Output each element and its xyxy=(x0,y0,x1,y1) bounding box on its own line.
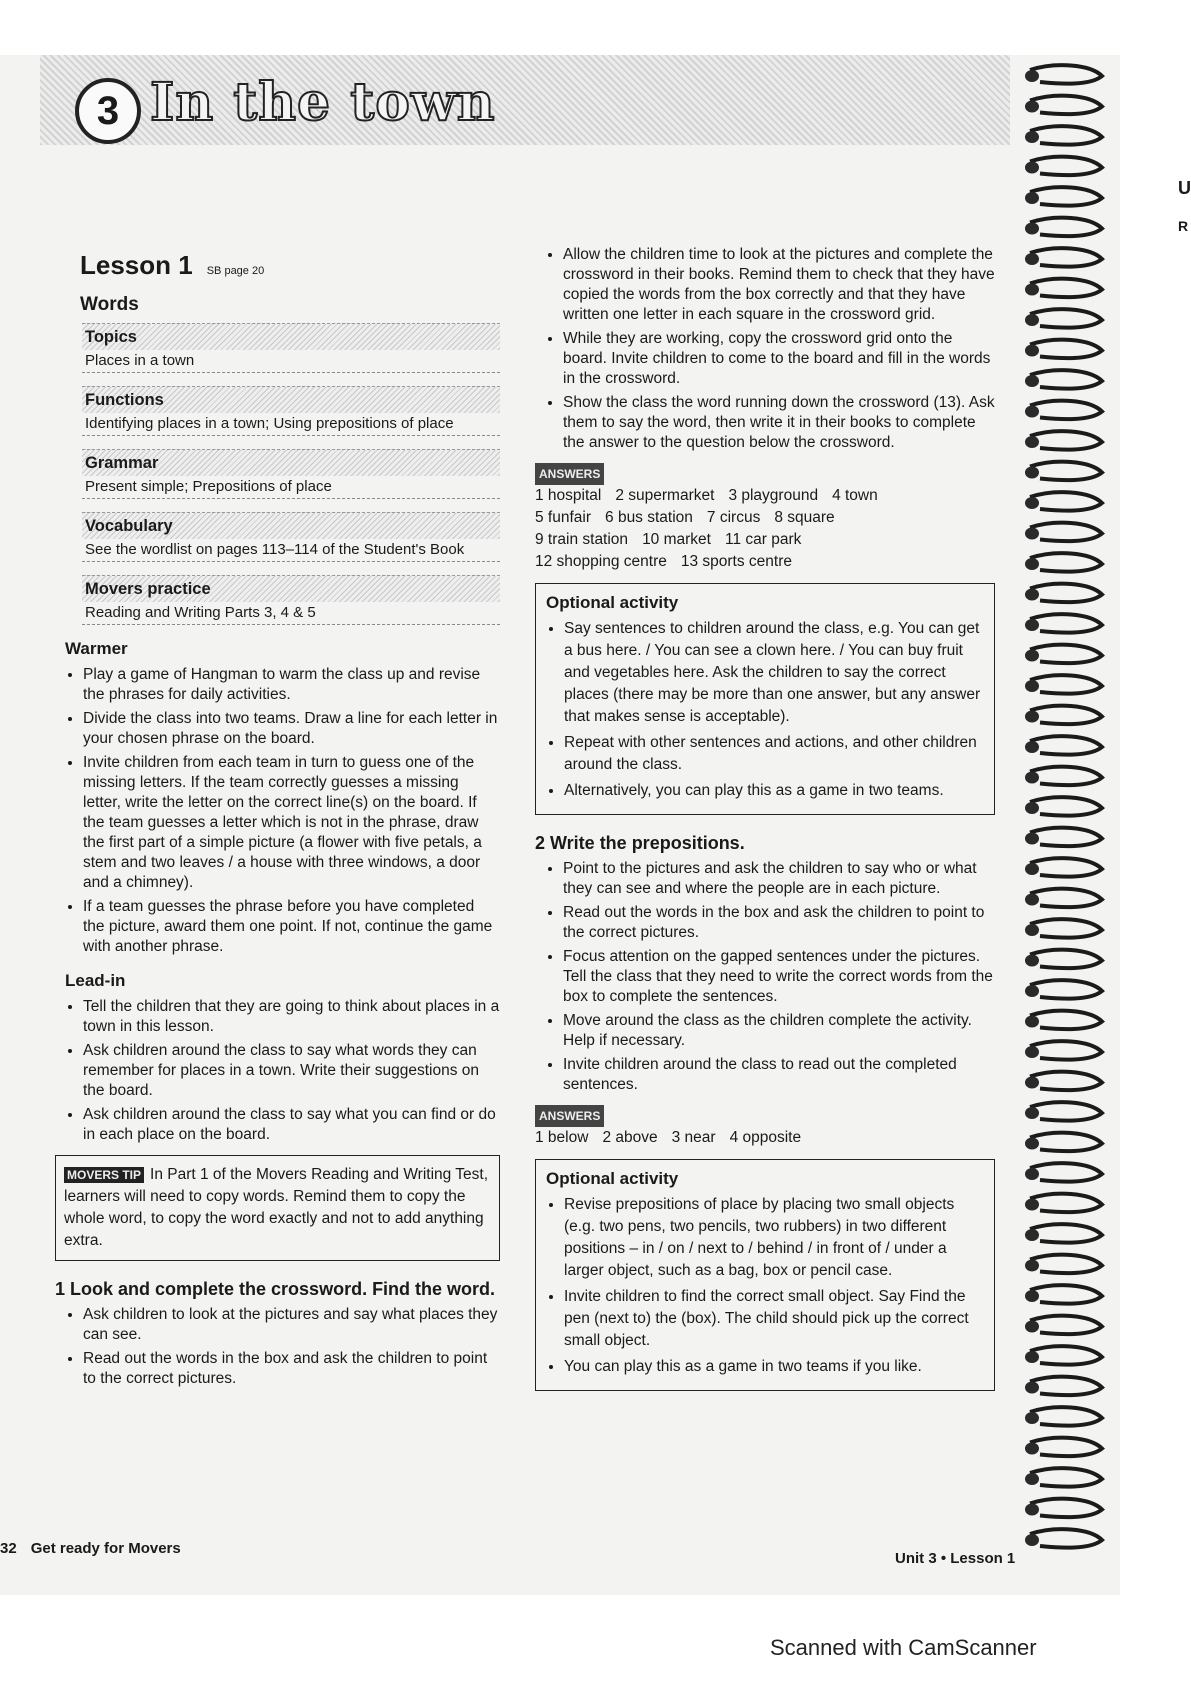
binding-hole xyxy=(1025,1016,1039,1028)
answer-item: 10 market xyxy=(642,531,711,548)
spiral-ring xyxy=(1030,401,1102,419)
binding-hole xyxy=(1025,802,1039,814)
words-boxes xyxy=(55,323,500,625)
words-box xyxy=(82,386,500,436)
answer-row xyxy=(535,1127,995,1149)
spiral-ring xyxy=(1030,1346,1102,1364)
list-item: • Read out the words in the box and ask the children to point to the correct pictures. xyxy=(83,1349,500,1389)
spiral-binding xyxy=(1020,60,1115,1580)
binding-hole xyxy=(1025,284,1039,296)
spiral-ring xyxy=(1030,828,1102,846)
answers1-block xyxy=(535,463,995,573)
binding-hole xyxy=(1025,1443,1039,1455)
movers-tip-badge: MOVERS TIP xyxy=(64,1167,144,1183)
list-item: • Tell the children that they are going to think about places in a town in this lesson. xyxy=(83,997,500,1037)
list-item: • Point to the pictures and ask the children to say who or what they can see and where the people are in each picture. xyxy=(563,859,995,899)
answer-item: 8 square xyxy=(774,509,835,526)
activity1-list xyxy=(55,1305,500,1389)
binding-hole xyxy=(1025,1382,1039,1394)
spiral-ring xyxy=(1030,279,1102,297)
words-box-text: Reading and Writing Parts 3, 4 & 5 xyxy=(82,602,500,625)
answer-item: 13 sports centre xyxy=(680,553,793,570)
binding-hole xyxy=(1025,436,1039,448)
binding-hole xyxy=(1025,1260,1039,1272)
answers2-block xyxy=(535,1105,995,1149)
spiral-ring xyxy=(1030,889,1102,907)
answer-item: 5 funfair xyxy=(535,509,592,526)
binding-hole xyxy=(1025,1351,1039,1363)
answer-item: 11 car park xyxy=(724,531,802,548)
binding-hole xyxy=(1025,314,1039,326)
spiral-ring xyxy=(1030,126,1102,144)
lead-in-heading: Lead-in xyxy=(65,971,126,990)
binding-hole xyxy=(1025,1077,1039,1089)
spiral-ring xyxy=(1030,157,1102,175)
binding-hole xyxy=(1025,955,1039,967)
list-item: • While they are working, copy the crossword grid onto the board. Invite children to come to the board and fill in the words in the crossword. xyxy=(563,329,995,389)
words-box xyxy=(82,449,500,499)
spiral-ring xyxy=(1030,584,1102,602)
spiral-ring xyxy=(1030,736,1102,754)
spiral-ring xyxy=(1030,706,1102,724)
spiral-ring xyxy=(1030,919,1102,937)
spiral-ring xyxy=(1030,248,1102,266)
list-item: • Ask children around the class to say what you can find or do in each place on the board. xyxy=(83,1105,500,1145)
right-column xyxy=(535,245,995,1405)
binding-hole xyxy=(1025,1321,1039,1333)
list-item: • You can play this as a game in two teams if you like. xyxy=(564,1356,984,1378)
page-number: 32 xyxy=(0,1540,17,1557)
binding-hole xyxy=(1025,253,1039,265)
binding-hole xyxy=(1025,1473,1039,1485)
footer-unit-lesson: Unit 3 • Lesson 1 xyxy=(895,1550,1016,1567)
left-column xyxy=(55,250,500,1393)
spiral-ring xyxy=(1030,1407,1102,1425)
scanner-watermark: Scanned with CamScanner xyxy=(770,1635,1037,1660)
binding-hole xyxy=(1025,1046,1039,1058)
list-item: • Say sentences to children around the class, e.g. You can get a bus here. / You can see a clown here. / You can buy fruit and vegetables here. Ask the children to say the correct places (there may be more than one answer, but any answer that makes sense is acceptable). xyxy=(564,618,984,728)
next-page-edge-letter: R xyxy=(1178,218,1189,234)
words-box xyxy=(82,512,500,562)
list-item: • If a team guesses the phrase before you have completed the picture, award them one point. If not, continue the game with another phrase. xyxy=(83,897,500,957)
activity2-list xyxy=(535,859,995,1095)
spiral-ring xyxy=(1030,1529,1102,1547)
binding-hole xyxy=(1025,345,1039,357)
activity1-heading: 1 Look and complete the crossword. Find the word. xyxy=(55,1279,496,1299)
binding-hole xyxy=(1025,894,1039,906)
lesson-title: Lesson 1 SB page 20 xyxy=(80,250,265,280)
spiral-ring xyxy=(1030,431,1102,449)
spiral-ring xyxy=(1030,767,1102,785)
binding-hole xyxy=(1025,680,1039,692)
answer-item: 2 above xyxy=(602,1129,658,1146)
unit-title: In the town xyxy=(150,72,496,133)
list-item: • Focus attention on the gapped sentences under the pictures. Tell the class that they need to write the correct words from the box to complete the sentences. xyxy=(563,947,995,1007)
words-box xyxy=(82,575,500,625)
list-item: • Invite children from each team in turn to guess one of the missing letters. If the team correctly guesses a missing letter, write the letter on the correct line(s) on the board. If the team guesses a letter which is not in the phrase, draw the first part of a simple picture (a flower with five petals, a stem and two leaves / a house with three windows, a door and a chimney). xyxy=(83,753,500,893)
warmer-list xyxy=(55,665,500,957)
spiral-ring xyxy=(1030,797,1102,815)
binding-hole xyxy=(1025,1138,1039,1150)
answer-item: 4 opposite xyxy=(729,1129,802,1146)
student-book-ref: SB page 20 xyxy=(206,265,265,277)
spiral-ring xyxy=(1030,1102,1102,1120)
list-item: • Allow the children time to look at the pictures and complete the crossword in their books. Remind them to check that they have copied the words from the box correctly and that they have written one letter in each square in the crossword grid. xyxy=(563,245,995,325)
optional-activity-title: Optional activity xyxy=(546,593,679,612)
answer-item: 12 shopping centre xyxy=(535,553,667,570)
optional-activity-box xyxy=(535,583,995,815)
binding-hole xyxy=(1025,223,1039,235)
footer-left xyxy=(0,1540,181,1557)
spiral-ring xyxy=(1030,1255,1102,1273)
answer-item: 3 near xyxy=(671,1129,716,1146)
spiral-ring xyxy=(1030,1194,1102,1212)
spiral-ring xyxy=(1030,96,1102,114)
binding-hole xyxy=(1025,1168,1039,1180)
activity1-continued-list xyxy=(535,245,995,453)
spiral-ring xyxy=(1030,309,1102,327)
next-page-edge-letter: U xyxy=(1178,178,1191,198)
binding-hole xyxy=(1025,985,1039,997)
spiral-ring xyxy=(1030,218,1102,236)
list-item: • Alternatively, you can play this as a game in two teams. xyxy=(564,780,984,802)
optional-activity-title: Optional activity xyxy=(546,1169,679,1188)
list-item: • Invite children around the class to read out the completed sentences. xyxy=(563,1055,995,1095)
answer-item: 3 playground xyxy=(728,487,819,504)
spiral-ring xyxy=(1030,1011,1102,1029)
answers1-rows xyxy=(535,485,995,573)
book-title: Get ready for Movers xyxy=(30,1540,181,1557)
list-item: • Show the class the word running down the crossword (13). Ask them to say the word, then write it in their books to complete the answer to the question below the crossword. xyxy=(563,393,995,453)
optional-activity-list xyxy=(546,618,984,802)
movers-tip-text: In Part 1 of the Movers Reading and Writing Test, learners will need to copy words. Remind them to copy the whole word, to copy the word exactly and not to add anything extra. xyxy=(64,1166,489,1249)
spiral-ring xyxy=(1030,553,1102,571)
spiral-ring xyxy=(1030,614,1102,632)
unit-number-badge: 3 xyxy=(75,78,141,144)
spiral-ring xyxy=(1030,1377,1102,1395)
words-box-label: Grammar xyxy=(82,449,500,476)
words-box-label: Vocabulary xyxy=(82,512,500,539)
words-heading: Words xyxy=(80,294,139,315)
words-box xyxy=(82,323,500,373)
words-box-label: Functions xyxy=(82,386,500,413)
answer-item: 6 bus station xyxy=(605,509,693,526)
words-box-text: See the wordlist on pages 113–114 of the Student's Book xyxy=(82,539,500,562)
spiral-ring xyxy=(1030,980,1102,998)
binding-hole xyxy=(1025,741,1039,753)
spiral-ring xyxy=(1030,492,1102,510)
binding-hole xyxy=(1025,772,1039,784)
spiral-ring xyxy=(1030,1468,1102,1486)
answer-row xyxy=(535,485,995,507)
binding-hole xyxy=(1025,1290,1039,1302)
binding-hole xyxy=(1025,619,1039,631)
binding-hole xyxy=(1025,1504,1039,1516)
answer-row xyxy=(535,529,995,551)
answer-row xyxy=(535,507,995,529)
spiral-ring xyxy=(1030,340,1102,358)
answer-item: 4 town xyxy=(832,487,878,504)
binding-hole xyxy=(1025,924,1039,936)
list-item: • Ask children around the class to say what words they can remember for places in a town. Write their suggestions on the board. xyxy=(83,1041,500,1101)
list-item: • Move around the class as the children complete the activity. Help if necessary. xyxy=(563,1011,995,1051)
optional-activity-box xyxy=(535,1159,995,1391)
binding-hole xyxy=(1025,1412,1039,1424)
spiral-ring xyxy=(1030,1316,1102,1334)
words-box-label: Movers practice xyxy=(82,575,500,602)
binding-hole xyxy=(1025,497,1039,509)
binding-hole xyxy=(1025,375,1039,387)
spiral-ring xyxy=(1030,65,1102,83)
binding-hole xyxy=(1025,1229,1039,1241)
list-item: • Repeat with other sentences and actions, and other children around the class. xyxy=(564,732,984,776)
spiral-ring xyxy=(1030,1133,1102,1151)
spiral-ring xyxy=(1030,1438,1102,1456)
spiral-ring xyxy=(1030,1163,1102,1181)
list-item: • Ask children to look at the pictures and say what places they can see. xyxy=(83,1305,500,1345)
binding-hole xyxy=(1025,711,1039,723)
activity2-heading: 2 Write the prepositions. xyxy=(535,833,745,853)
binding-hole xyxy=(1025,101,1039,113)
binding-hole xyxy=(1025,833,1039,845)
binding-hole xyxy=(1025,528,1039,540)
lead-in-list xyxy=(55,997,500,1145)
binding-hole xyxy=(1025,192,1039,204)
spiral-ring xyxy=(1030,1499,1102,1517)
spiral-ring xyxy=(1030,858,1102,876)
answer-item: 7 circus xyxy=(706,509,761,526)
answers2-rows xyxy=(535,1127,995,1149)
binding-hole xyxy=(1025,1199,1039,1211)
list-item: • Revise prepositions of place by placing two small objects (e.g. two pens, two pencils, two rubbers) in two different positions – in / on / next to / behind / in front of / under a larger object, such as a bag, box or pencil case. xyxy=(564,1194,984,1282)
binding-hole xyxy=(1025,589,1039,601)
binding-hole xyxy=(1025,863,1039,875)
binding-hole xyxy=(1025,1107,1039,1119)
spiral-ring xyxy=(1030,950,1102,968)
spiral-ring xyxy=(1030,645,1102,663)
spiral-ring xyxy=(1030,1041,1102,1059)
binding-hole xyxy=(1025,406,1039,418)
answer-item: 1 below xyxy=(535,1129,589,1146)
answer-item: 2 supermarket xyxy=(615,487,715,504)
answers-badge: ANSWERS xyxy=(535,463,604,485)
binding-hole xyxy=(1025,162,1039,174)
answer-item: 1 hospital xyxy=(535,487,602,504)
list-item: • Play a game of Hangman to warm the class up and revise the phrases for daily activities. xyxy=(83,665,500,705)
warmer-heading: Warmer xyxy=(65,639,128,658)
optional-activity-list xyxy=(546,1194,984,1378)
spiral-ring xyxy=(1030,675,1102,693)
spiral-ring xyxy=(1030,187,1102,205)
words-box-text: Present simple; Prepositions of place xyxy=(82,476,500,499)
words-box-text: Places in a town xyxy=(82,350,500,373)
spiral-ring xyxy=(1030,523,1102,541)
binding-hole xyxy=(1025,131,1039,143)
list-item: • Invite children to find the correct small object. Say Find the pen (next to) the (box). The child should pick up the correct small object. xyxy=(564,1286,984,1352)
answers-badge: ANSWERS xyxy=(535,1105,604,1127)
words-box-label: Topics xyxy=(82,323,500,350)
binding-hole xyxy=(1025,467,1039,479)
list-item: • Divide the class into two teams. Draw a line for each letter in your chosen phrase on the board. xyxy=(83,709,500,749)
spiral-ring xyxy=(1030,1072,1102,1090)
list-item: • Read out the words in the box and ask the children to point to the correct pictures. xyxy=(563,903,995,943)
movers-tip-box xyxy=(55,1155,500,1261)
spiral-ring xyxy=(1030,1224,1102,1242)
answer-item: 9 train station xyxy=(535,531,629,548)
binding-hole xyxy=(1025,650,1039,662)
spiral-ring xyxy=(1030,462,1102,480)
words-box-text: Identifying places in a town; Using prepositions of place xyxy=(82,413,500,436)
spiral-ring xyxy=(1030,1285,1102,1303)
answer-row xyxy=(535,551,995,573)
binding-hole xyxy=(1025,70,1039,82)
binding-hole xyxy=(1025,1534,1039,1546)
spiral-ring xyxy=(1030,370,1102,388)
binding-hole xyxy=(1025,558,1039,570)
